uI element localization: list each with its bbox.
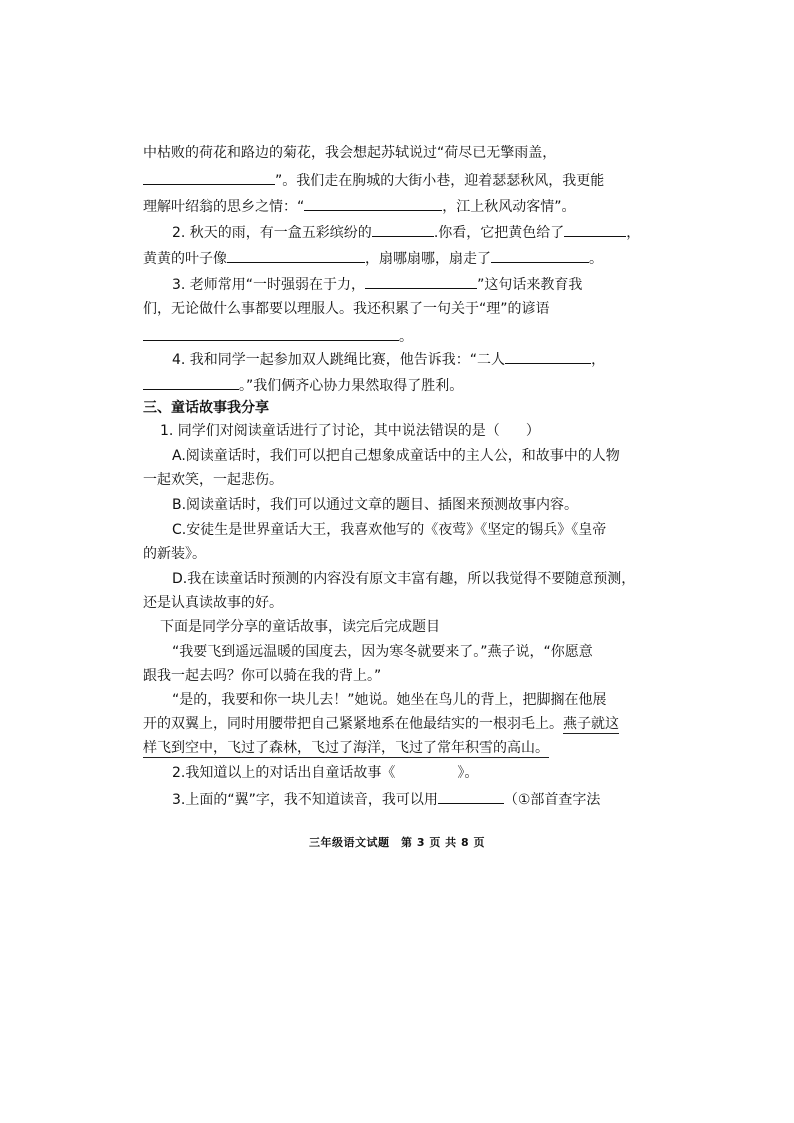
option-a-text-2: 一起欢笑，一起悲伤。 bbox=[143, 472, 283, 488]
s3-q1-stem-a: 1. 同学们对阅读童话进行了讨论，其中说法错误的是（ bbox=[160, 423, 500, 439]
q1-text-3a: 理解叶绍翁的思乡之情：“ bbox=[143, 199, 305, 215]
s3-q2-text-a: 2.我知道以上的对话出自童话故事《 bbox=[172, 765, 396, 781]
story-line-4 bbox=[143, 713, 794, 735]
story-intro-text: 下面是同学分享的童话故事，读完后完成题目 bbox=[160, 619, 440, 635]
q1-blank-2[interactable] bbox=[304, 194, 442, 211]
q1-line-2 bbox=[143, 168, 794, 192]
page-footer-text: 三年级语文试题 第 3 页 共 8 页 bbox=[309, 836, 485, 849]
s3-q3-text-a: 3.上面的“翼”字，我不知道读音，我可以用 bbox=[172, 792, 438, 808]
section3-title bbox=[143, 397, 794, 419]
option-c-text-2: 的新装》。 bbox=[143, 546, 206, 562]
q2-text-1a: 2. 秋天的雨，有一盒五彩缤纷的 bbox=[172, 225, 372, 241]
q1-text-3b: ，江上秋风动客情”。 bbox=[442, 199, 576, 215]
option-b-text: B.阅读童话时，我们可以通过文章的题目、插图来预测故事内容。 bbox=[172, 497, 579, 513]
story-text-2: 跟我一起去吗？你可以骑在我的背上。” bbox=[143, 668, 382, 684]
page-footer bbox=[0, 834, 794, 850]
story-line-3 bbox=[172, 689, 794, 711]
q3-line-3 bbox=[143, 324, 794, 348]
s3-q1-stem-b: ） bbox=[525, 423, 540, 439]
s3-q1-stem bbox=[160, 420, 794, 442]
option-d-text-2: 还是认真读故事的好。 bbox=[143, 595, 283, 611]
option-d-text-1: D.我在读童话时预测的内容没有原文丰富有趣，所以我觉得不要随意预测， bbox=[172, 571, 636, 587]
q2-blank-2[interactable] bbox=[564, 220, 626, 237]
q3-text-1a: 3. 老师常用“一时强弱在于力， bbox=[172, 277, 366, 293]
q4-text-2: 。”我们俩齐心协力果然取得了胜利。 bbox=[239, 378, 464, 394]
q1-text-2: ”。我们走在朐城的大街小巷，迎着瑟瑟秋风，我更能 bbox=[275, 173, 605, 189]
q2-text-2b: ，扇哪扇哪，扇走了 bbox=[365, 251, 491, 267]
q2-line-2 bbox=[143, 246, 794, 270]
section3-title-text: 三、童话故事我分享 bbox=[143, 400, 269, 416]
s3-optA-2 bbox=[143, 469, 794, 491]
q1-blank-1[interactable] bbox=[143, 168, 275, 185]
q4-line-2 bbox=[143, 373, 794, 397]
q2-blank-3[interactable] bbox=[227, 246, 365, 263]
q3-blank-1[interactable] bbox=[365, 272, 477, 289]
story-text-4b-underlined: 燕子就这 bbox=[563, 716, 619, 732]
s3-q2-text-b: 》。 bbox=[457, 765, 479, 781]
s3-q3-text-b: （①部首查字法 bbox=[503, 792, 601, 808]
story-line-5 bbox=[143, 737, 794, 759]
story-text-1: “我要飞到遥远温暖的国度去，因为寒冬就要来了。”燕子说，“你愿意 bbox=[172, 644, 593, 660]
q2-text-2c: 。 bbox=[589, 251, 603, 267]
q3-text-3: 。 bbox=[399, 329, 413, 345]
story-text-3: “是的，我要和你一块儿去！”她说。她坐在鸟儿的背上，把脚搁在他展 bbox=[172, 692, 607, 708]
s3-optD-1 bbox=[172, 568, 794, 590]
q4-blank-2[interactable] bbox=[143, 373, 239, 390]
q3-blank-2[interactable] bbox=[143, 324, 399, 341]
q4-line-1 bbox=[172, 347, 794, 371]
s3-q2 bbox=[172, 762, 794, 784]
story-text-4a: 开的双翼上，同时用腰带把自己紧紧地系在他最结实的一根羽毛上。 bbox=[143, 716, 563, 732]
q3-line-2 bbox=[143, 298, 794, 320]
q1-line-3 bbox=[143, 194, 794, 218]
s3-optA-1 bbox=[172, 445, 794, 467]
q4-blank-1[interactable] bbox=[505, 347, 591, 364]
q2-text-2a: 黄黄的叶子像 bbox=[143, 251, 227, 267]
q3-text-1b: ”这句话来教育我 bbox=[477, 277, 583, 293]
q3-line-1 bbox=[172, 272, 794, 296]
q2-line-1 bbox=[172, 220, 794, 244]
q2-blank-1[interactable] bbox=[372, 220, 434, 237]
q2-blank-4[interactable] bbox=[491, 246, 589, 263]
story-line-1 bbox=[172, 641, 794, 663]
s3-optB bbox=[172, 494, 794, 516]
option-a-text-1: A.阅读童话时，我们可以把自己想象成童话中的主人公，和故事中的人物 bbox=[172, 448, 620, 464]
s3-q3-blank[interactable] bbox=[438, 787, 504, 804]
s3-optD-2 bbox=[143, 592, 794, 614]
story-line-2 bbox=[143, 665, 794, 687]
s3-optC-2 bbox=[143, 543, 794, 565]
q3-text-2: 们，无论做什么事都要以理服人。我还积累了一句关于“理”的谚语 bbox=[143, 301, 550, 317]
s3-optC-1 bbox=[172, 519, 794, 541]
q1-text-1: 中枯败的荷花和路边的菊花，我会想起苏轼说过“荷尽已无擎雨盖， bbox=[143, 145, 557, 161]
q4-text-1b: ， bbox=[591, 352, 606, 368]
q4-text-1a: 4. 我和同学一起参加双人跳绳比赛，他告诉我：“二人 bbox=[172, 352, 506, 368]
q1-line-1 bbox=[143, 142, 794, 164]
option-c-text-1: C.安徒生是世界童话大王，我喜欢他写的《夜莺》《坚定的锡兵》《皇帝 bbox=[172, 522, 607, 538]
story-intro bbox=[160, 616, 794, 638]
story-text-5-underlined: 样飞到空中，飞过了森林，飞过了海洋，飞过了常年积雪的高山。 bbox=[143, 740, 549, 756]
q2-text-1c: ， bbox=[626, 225, 641, 241]
q2-text-1b: .你看，它把黄色给了 bbox=[433, 225, 565, 241]
s3-q3 bbox=[172, 787, 794, 811]
